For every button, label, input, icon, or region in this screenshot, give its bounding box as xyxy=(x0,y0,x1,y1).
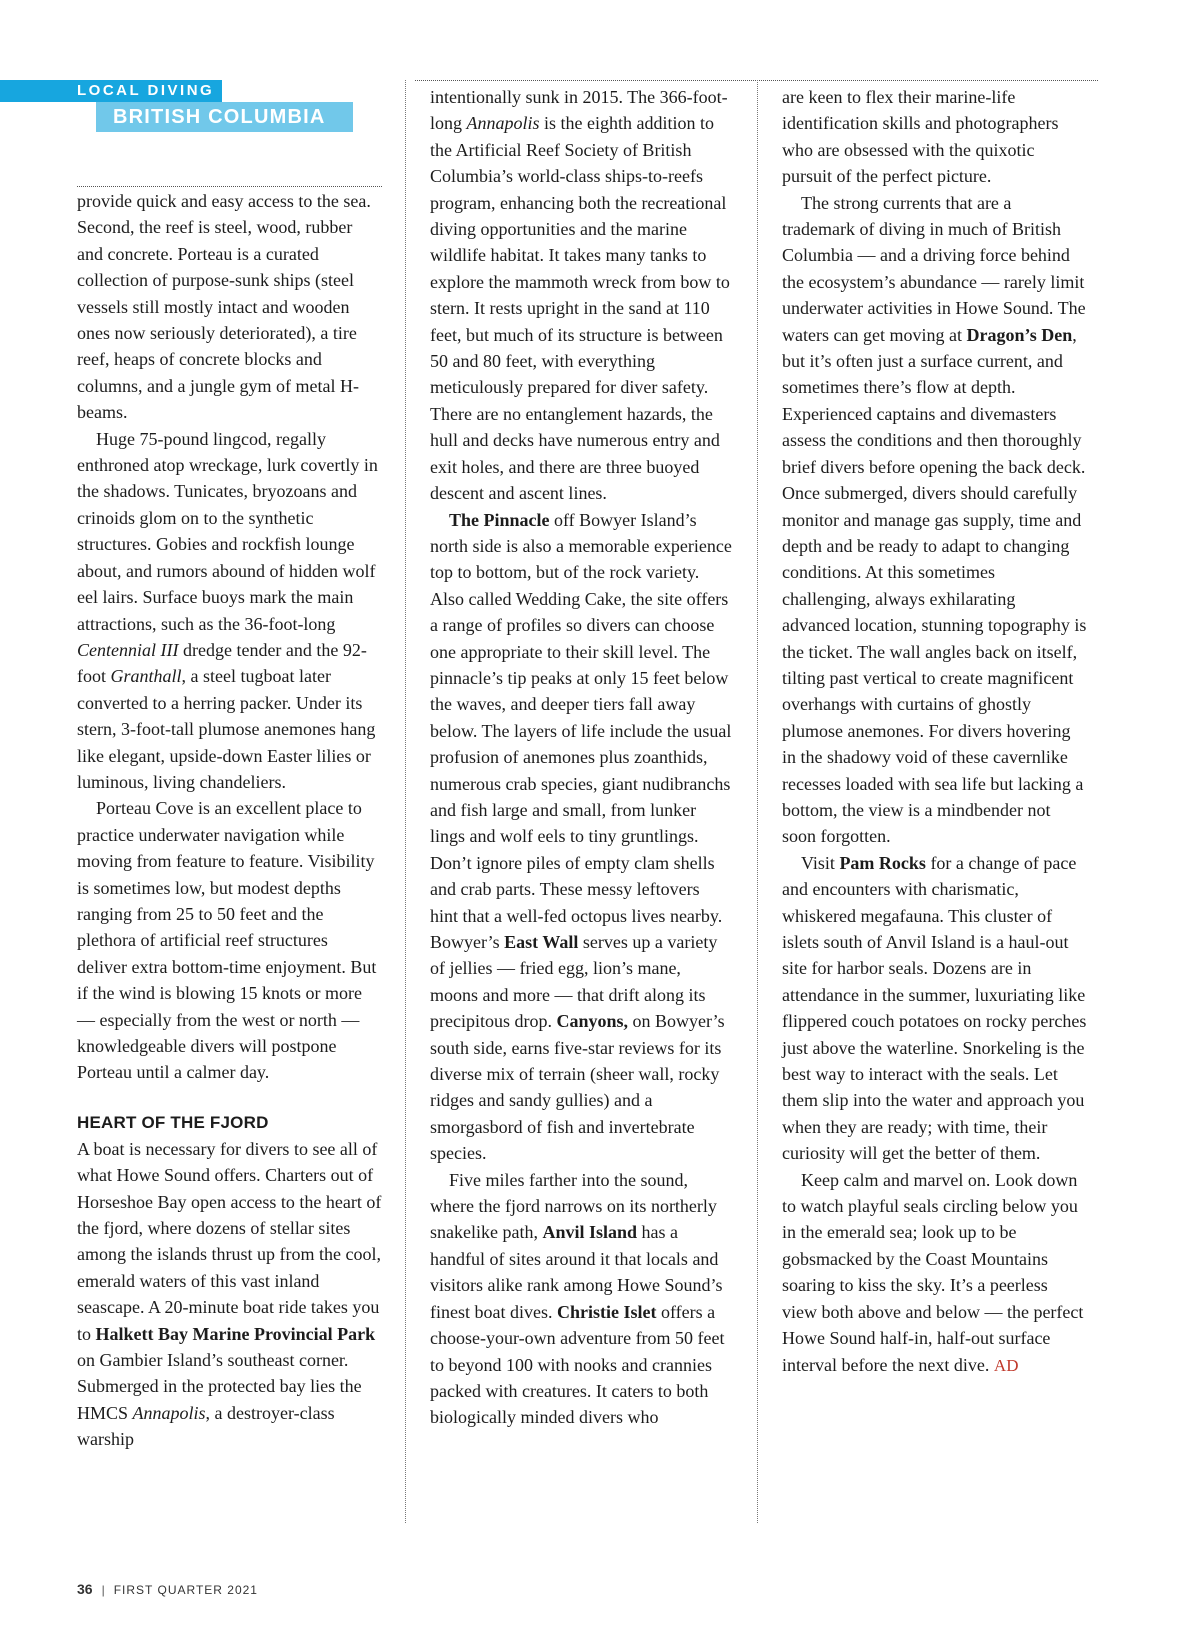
text-run: on Bowyer’s south side, earns five-star reviews for its diverse mix of terrain (sheer wall, rocky ridges and sandy gullies) and a smorgasbord of fish and invertebrate species. xyxy=(430,1011,725,1164)
paragraph xyxy=(77,1136,382,1453)
text-run: , a steel tugboat later converted to a herring packer. Under its stern, 3-foot-tall plumose anemones hang like elegant, upside-down Easter lilies or luminous, living chandeliers. xyxy=(77,666,376,792)
dive-site-name: Halkett Bay Marine Provincial Park xyxy=(95,1323,376,1344)
text-column-2 xyxy=(430,84,732,1431)
text-run: Keep calm and marvel on. Look down to watch playful seals circling below you in the emerald sea; look up to be gobsmacked by the Coast Mountains soaring to kiss the sky. It’s a peerless view both above and below — the perfect Howe Sound half-in, half-out surface interval before the next dive. xyxy=(782,1169,1084,1375)
ship-name: Granthall xyxy=(110,666,182,687)
text-run: off Bowyer Island’s north side is also a memorable experience top to bottom, but of the rock variety. Also called Wedding Cake, the site offers a range of profiles so divers can choose one appropriate to their skill level. The pinnacle’s tip peaks at only 15 feet below the waves, and deeper tiers fall away below. The layers of life include the usual profusion of anemones plus zoanthids, numerous crab species, giant nudibranchs and fish large and small, from lunker lings and wolf eels to tiny gruntlings. Don’t ignore piles of empty clam shells and crab parts. These messy leftovers hint that a well-fed octopus lives nearby. Bowyer’s xyxy=(430,509,732,952)
text-run: , a destroyer-class warship xyxy=(77,1402,335,1450)
dive-site-name: Canyons, xyxy=(556,1011,629,1032)
paragraph xyxy=(782,850,1087,1167)
page-footer xyxy=(77,1580,258,1599)
footer-separator: | xyxy=(101,1583,105,1597)
text-run: is the eighth addition to the Artificial Reef Society of British Columbia’s world-class ships-to-reefs program, enhancing both the recreational diving opportunities and the marine wildlife habitat. It takes many tanks to explore the mammoth wreck from bow to stern. It rests upright in the sand at 110 feet, but much of its structure is between 50 and 80 feet, with everything meticulously prepared for diver safety. There are no entanglement hazards, the hull and decks have numerous entry and exit holes, and there are three buoyed descent and ascent lines. xyxy=(430,113,730,504)
section-subhead: HEART OF THE FJORD xyxy=(77,1112,269,1132)
text-run: Huge 75-pound lingcod, regally enthroned atop wreckage, lurk covertly in the shadows. Tunicates, bryozoans and crinoids glom on to the synthetic structures. Gobies and rockfish lounge about, and rumors abound of hidden wolf eel lairs. Surface buoys mark the main attractions, such as the 36-foot-long xyxy=(77,428,378,634)
column-divider-1 xyxy=(405,80,406,1523)
dive-site-name: Christie Islet xyxy=(556,1301,657,1322)
text-run: intentionally sunk in 2015. The 366-foot-long xyxy=(430,87,728,134)
paragraph xyxy=(77,426,382,796)
text-column-1 xyxy=(77,188,382,1453)
issue-label: FIRST QUARTER 2021 xyxy=(113,1583,258,1597)
paragraph: are keen to flex their marine-life identification skills and photographers who are obsessed with the quixotic pursuit of the perfect picture. xyxy=(782,87,1059,187)
text-run: on Gambier Island’s southeast corner. Submerged in the protected bay lies the HMCS xyxy=(77,1350,362,1423)
paragraph xyxy=(430,1167,732,1431)
section-kicker: LOCAL DIVING xyxy=(0,80,222,102)
dive-site-name: Anvil Island xyxy=(542,1222,638,1243)
text-run: offers a choose-your-own adventure from 50 feet to beyond 100 with nooks and crannies packed with creatures. It caters to both biologically minded divers who xyxy=(430,1301,725,1428)
end-mark: AD xyxy=(993,1355,1019,1375)
column-divider-2 xyxy=(757,80,758,1523)
ship-name: Centennial III xyxy=(77,639,179,660)
text-run: has a handful of sites around it that locals and visitors alike rank among Howe Sound’s finest boat dives. xyxy=(430,1222,723,1322)
dive-site-name: Dragon’s Den xyxy=(966,324,1073,345)
text-run: Visit xyxy=(801,852,840,873)
text-run: serves up a variety of jellies — fried egg, lion’s mane, moons and more — that drift along its precipitous drop. xyxy=(430,932,718,1032)
dive-site-name: The Pinnacle xyxy=(449,509,550,530)
text-run: , but it’s often just a surface current, and sometimes there’s flow at depth. Experienced captains and divemasters assess the conditions and then thoroughly brief divers before opening the back deck. Once submerged, divers should carefully monitor and manage gas supply, time and depth and be ready to adapt to changing conditions. At this sometimes challenging, always exhilarating advanced location, stunning topography is the ticket. The wall angles back on itself, tilting past vertical to create magnificent overhangs with curtains of ghostly plumose anemones. For divers hovering in the shadowy void of these cavernlike recesses loaded with sea life but lacking a bottom, the view is a mindbender not soon forgotten. xyxy=(782,324,1087,847)
region-label: BRITISH COLUMBIA xyxy=(96,102,353,132)
text-run: dredge tender and the 92-foot xyxy=(77,639,367,687)
page-number: 36 xyxy=(77,1581,93,1597)
dive-site-name: Pam Rocks xyxy=(839,852,926,873)
paragraph xyxy=(782,1167,1087,1379)
paragraph xyxy=(782,190,1087,850)
paragraph: provide quick and easy access to the sea. Second, the reef is steel, wood, rubber and concrete. Porteau is a curated collection of purpose-sunk ships (steel vessels still mostly intact and wooden ones now seriously deteriorated), a tire reef, heaps of concrete blocks and columns, and a jungle gym of metal H-beams. xyxy=(77,191,371,423)
dive-site-name: East Wall xyxy=(504,932,579,952)
ship-name: Annapolis xyxy=(132,1402,206,1423)
column1-top-rule xyxy=(77,186,382,187)
ship-name: Annapolis xyxy=(466,113,540,134)
text-run: A boat is necessary for divers to see all of what Howe Sound offers. Charters out of Horseshoe Bay open access to the heart of the fjord, where dozens of stellar sites among the islands thrust up from the cool, emerald waters of this vast inland seascape. A 20-minute boat ride takes you to xyxy=(77,1138,382,1344)
paragraph xyxy=(430,84,732,507)
text-column-3 xyxy=(782,84,1087,1379)
text-run: for a change of pace and encounters with charismatic, whiskered megafauna. This cluster of islets south of Anvil Island is a haul-out site for harbor seals. Dozens are in attendance in the summer, luxuriating like flippered couch potatoes on rocky perches just above the waterline. Snorkeling is the best way to interact with the seals. Let them slip into the water and approach you when they are ready; with time, their curiosity will get the better of them. xyxy=(782,852,1087,1164)
paragraph xyxy=(430,507,732,1167)
paragraph: Porteau Cove is an excellent place to practice underwater navigation while moving from feature to feature. Visibility is sometimes low, but modest depths ranging from 25 to 50 feet and the plethora of artificial reef structures deliver extra bottom-time enjoyment. But if the wind is blowing 15 knots or more — especially from the west or north — knowledgeable divers will postpone Porteau until a calmer day. xyxy=(77,798,377,1083)
text-run: Five miles farther into the sound, where the fjord narrows on its northerly snakelike path, xyxy=(430,1169,717,1243)
text-run: The strong currents that are a trademark of diving in much of British Columbia — and a driving force behind the ecosystem’s abundance — rarely limit underwater activities in Howe Sound. The waters can get moving at xyxy=(782,192,1086,345)
